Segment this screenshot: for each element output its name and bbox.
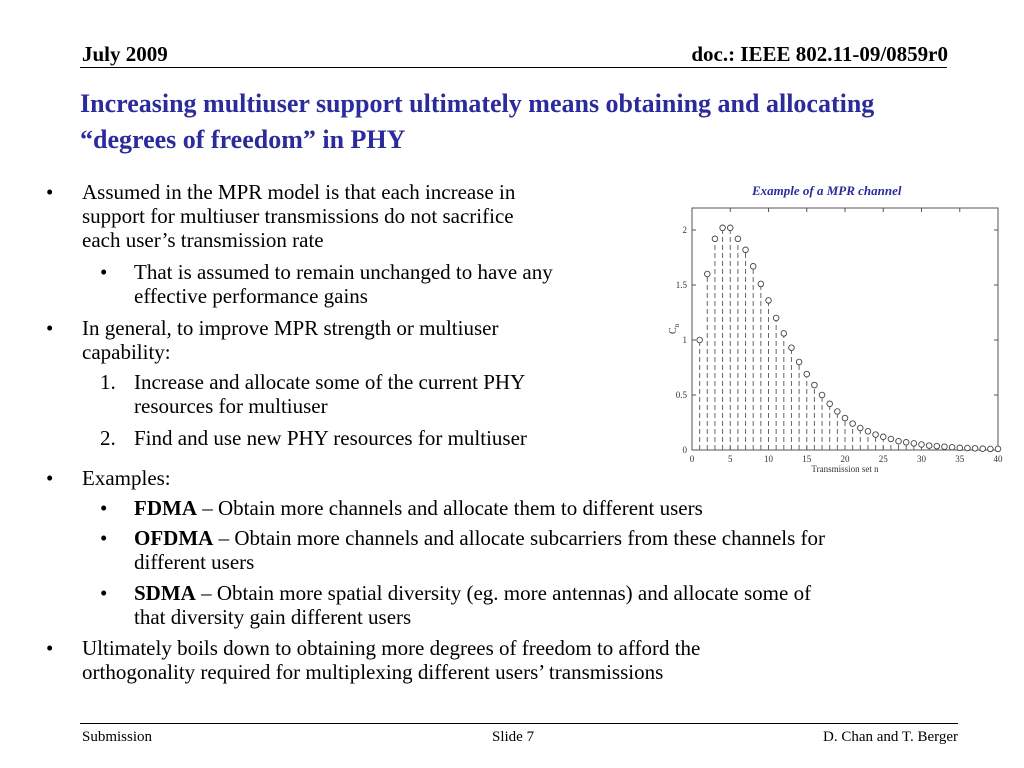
y-axis-label: $C_n$ — [668, 323, 681, 334]
data-point — [972, 446, 978, 452]
header-doc-id: doc.: IEEE 802.11-09/0859r0 — [691, 42, 948, 66]
data-point — [942, 444, 948, 450]
data-point — [758, 281, 764, 287]
x-tick-label: 30 — [917, 454, 926, 464]
bullet-text: orthogonality required for multiplexing different users’ transmissions — [82, 660, 664, 684]
x-tick-label: 40 — [993, 454, 1003, 464]
data-point — [965, 445, 971, 451]
bullet-text: resources for multiuser — [134, 394, 328, 418]
data-point — [819, 392, 825, 398]
bullet-mark: • — [46, 180, 54, 204]
item-number: 2. — [100, 426, 116, 450]
x-tick-label: 25 — [878, 454, 888, 464]
y-tick-label: 1.5 — [675, 280, 687, 290]
data-point — [934, 443, 940, 449]
term-ofdma: OFDMA — [134, 526, 214, 550]
data-point — [995, 446, 1001, 452]
footer-divider — [80, 723, 958, 724]
data-point — [896, 438, 902, 444]
bullet-text: Assumed in the MPR model is that each increase in — [82, 180, 516, 204]
data-point — [873, 432, 879, 438]
bullet-text — [134, 526, 825, 550]
data-point — [727, 225, 733, 231]
data-point — [827, 401, 833, 407]
bullet-text: Find and use new PHY resources for multiuser — [134, 426, 527, 450]
term-sdma: SDMA — [134, 581, 196, 605]
x-tick-label: 5 — [728, 454, 733, 464]
data-point — [842, 415, 848, 421]
data-point — [858, 425, 864, 431]
data-point — [949, 444, 955, 450]
header-divider — [80, 67, 947, 68]
bullet-text: capability: — [82, 340, 171, 364]
bullet-text: In general, to improve MPR strength or multiuser — [82, 316, 499, 340]
data-point — [766, 298, 772, 304]
bullet-text: Increase and allocate some of the current PHY — [134, 370, 526, 394]
y-tick-label: 2 — [682, 225, 687, 235]
data-point — [712, 236, 718, 242]
data-point — [796, 359, 802, 365]
data-point — [720, 225, 726, 231]
bullet-text: different users — [134, 550, 255, 574]
x-tick-label: 35 — [955, 454, 965, 464]
y-tick-label: 1 — [682, 335, 687, 345]
data-point — [773, 315, 779, 321]
data-point — [705, 271, 711, 277]
data-point — [789, 345, 795, 351]
data-point — [926, 443, 932, 449]
y-tick-label: 0.5 — [675, 390, 687, 400]
data-point — [781, 331, 787, 337]
bullet-mark: • — [100, 260, 108, 284]
data-point — [911, 441, 917, 447]
bullet-mark: • — [46, 466, 54, 490]
data-point — [888, 436, 894, 442]
data-point — [850, 421, 856, 427]
x-tick-label: 15 — [802, 454, 812, 464]
bullet-text — [134, 496, 703, 520]
mpr-stem-chart — [650, 198, 1010, 478]
data-point — [880, 434, 886, 440]
data-point — [957, 445, 963, 451]
bullet-text: Examples: — [82, 466, 171, 490]
footer-authors: D. Chan and T. Berger — [823, 729, 958, 745]
bullet-text: that diversity gain different users — [134, 605, 412, 629]
bullet-text: support for multiuser transmissions do not sacrifice — [82, 204, 514, 228]
data-point — [980, 446, 986, 452]
bullet-mark: • — [100, 581, 108, 605]
bullet-text: That is assumed to remain unchanged to have any — [134, 260, 553, 284]
data-point — [697, 337, 703, 343]
data-point — [988, 446, 994, 452]
term-fdma: FDMA — [134, 496, 197, 520]
bullet-text: each user’s transmission rate — [82, 228, 324, 252]
bullet-text — [134, 581, 811, 605]
term-description: – Obtain more spatial diversity (eg. more antennas) and allocate some of — [195, 581, 812, 605]
data-point — [919, 442, 925, 448]
data-point — [865, 429, 871, 435]
footer-slide-number: Slide 7 — [492, 729, 535, 745]
x-tick-label: 10 — [764, 454, 773, 464]
data-point — [812, 382, 818, 388]
y-tick-label: 0 — [682, 445, 687, 455]
header-date: July 2009 — [82, 42, 168, 66]
bullet-mark: • — [100, 496, 108, 520]
data-point — [835, 409, 841, 415]
bullet-mark: • — [100, 526, 108, 550]
term-description: – Obtain more channels and allocate them to different users — [196, 496, 703, 520]
item-number: 1. — [100, 370, 116, 394]
x-tick-label: 0 — [689, 454, 695, 464]
data-point — [750, 264, 756, 270]
data-point — [903, 440, 909, 446]
bullet-text: Ultimately boils down to obtaining more degrees of freedom to afford the — [82, 636, 701, 660]
bullet-text: effective performance gains — [134, 284, 368, 308]
slide-title: Increasing multiuser support ultimately means obtaining and allocating “degrees of freedom” in PHY — [80, 89, 875, 154]
data-point — [804, 371, 810, 377]
x-tick-label: 20 — [840, 454, 850, 464]
bullet-mark: • — [46, 316, 54, 340]
bullet-mark: • — [46, 636, 54, 660]
term-description: – Obtain more channels and allocate subcarriers from these channels for — [213, 526, 826, 550]
chart-caption: Example of a MPR channel — [752, 183, 902, 198]
data-point — [743, 247, 749, 253]
footer-submission: Submission — [82, 729, 153, 745]
x-axis-label: Transmission set n — [811, 464, 879, 474]
data-point — [735, 236, 741, 242]
